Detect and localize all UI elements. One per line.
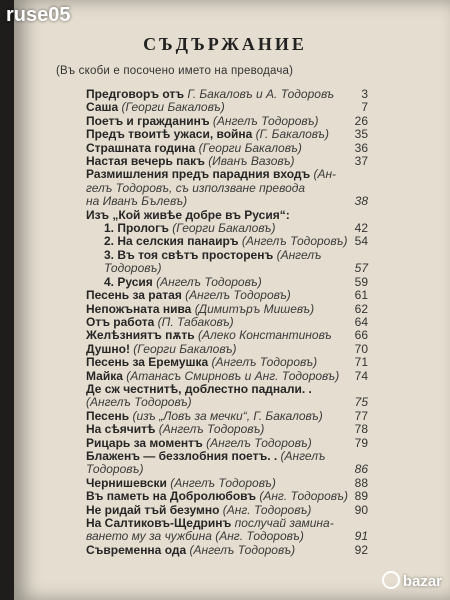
toc-entry bbox=[86, 368, 368, 383]
entry-translator: (Алеко Константиновъ bbox=[198, 328, 332, 343]
entry-title: Поетъ и гражданинъ bbox=[86, 113, 213, 128]
entry-translator: на Иванъ Бълевъ) bbox=[86, 194, 188, 209]
toc-entry bbox=[86, 422, 368, 437]
toc-entry bbox=[86, 355, 368, 370]
entry-translator: (Ангелъ Тодоровъ) bbox=[156, 274, 262, 289]
entry-translator: (Ан- bbox=[313, 167, 337, 182]
entry-title: Де сж честнитѣ, доблестно паднали. . bbox=[86, 381, 312, 396]
entry-page-number: 70 bbox=[354, 341, 368, 356]
toc-entry bbox=[86, 301, 368, 316]
entry-translator: (изъ „Ловъ за мечки“, Г. Бакаловъ) bbox=[132, 408, 323, 423]
entry-page-number: 59 bbox=[354, 274, 368, 289]
toc-entry bbox=[86, 140, 368, 155]
entry-page-number: 57 bbox=[354, 261, 368, 276]
entry-title: Песень за ратая bbox=[86, 288, 186, 303]
toc-entry bbox=[86, 182, 360, 195]
toc-entry bbox=[86, 249, 360, 262]
table-of-contents bbox=[86, 87, 368, 557]
entry-page-number: 37 bbox=[354, 154, 368, 169]
entry-translator: (Ангелъ bbox=[280, 448, 326, 463]
entry-page-number: 38 bbox=[354, 194, 368, 209]
entry-title: Съвременна ода bbox=[86, 542, 190, 557]
entry-title: Песень bbox=[86, 408, 133, 423]
toc-entry bbox=[86, 168, 360, 181]
entry-page-number: 35 bbox=[354, 127, 368, 142]
toc-entry bbox=[86, 383, 360, 396]
toc-entry bbox=[86, 529, 368, 544]
entry-page-number: 90 bbox=[354, 502, 368, 517]
entry-translator: гелъ Тодоровъ, съ използване превода bbox=[86, 180, 306, 195]
toc-entry bbox=[86, 395, 368, 410]
entry-page-number: 42 bbox=[354, 221, 368, 236]
entry-page-number: 86 bbox=[354, 462, 368, 477]
toc-entry bbox=[86, 100, 368, 115]
entry-translator: (Ангелъ bbox=[276, 247, 322, 262]
toc-entry bbox=[86, 288, 368, 303]
entry-title: Непожъната нива bbox=[86, 301, 195, 316]
entry-title: Въ паметь на Добролюбовъ bbox=[86, 489, 260, 504]
entry-title: Блаженъ — беззлобния поетъ. . bbox=[86, 448, 281, 463]
toc-entry bbox=[86, 87, 368, 101]
entry-title: На Салтиковъ-Щедринъ bbox=[86, 516, 235, 530]
entry-title: Майка bbox=[86, 368, 127, 383]
entry-translator: (Анг. Тодоровъ) bbox=[259, 489, 348, 504]
toc-entry bbox=[86, 408, 368, 423]
toc-entry bbox=[86, 261, 368, 276]
toc-entry bbox=[86, 435, 368, 450]
marketplace-badge bbox=[382, 571, 442, 590]
entry-title: Страшната година bbox=[86, 140, 199, 155]
toc-entry bbox=[86, 502, 368, 517]
entry-page-number: 91 bbox=[354, 529, 368, 544]
toc-entry bbox=[86, 209, 360, 222]
toc-entry bbox=[86, 274, 368, 289]
badge-text: bazar bbox=[402, 573, 442, 590]
entry-page-number: 36 bbox=[354, 140, 368, 155]
entry-page-number: 89 bbox=[354, 489, 368, 504]
entry-title: Рицарь за моментъ bbox=[86, 435, 207, 450]
entry-title: 4. Русия bbox=[104, 274, 157, 289]
entry-translator: (Ангелъ Тодоровъ) bbox=[241, 234, 348, 249]
entry-translator: послучай замина- bbox=[234, 516, 334, 530]
entry-page-number: 66 bbox=[354, 328, 368, 343]
entry-title: 3. Въ тоя свѣтъ просторенъ bbox=[104, 247, 277, 262]
entry-translator: (Георги Бакаловъ) bbox=[133, 341, 237, 356]
toc-entry bbox=[86, 328, 368, 343]
entry-translator: (Ангелъ Тодоровъ) bbox=[170, 475, 276, 490]
entry-page-number: 7 bbox=[361, 100, 368, 115]
entry-translator: (Ангелъ Тодоровъ) bbox=[206, 435, 312, 450]
toc-entry bbox=[86, 517, 360, 530]
entry-page-number: 78 bbox=[354, 422, 368, 437]
toc-entry bbox=[86, 154, 368, 169]
toc-entry bbox=[86, 234, 368, 249]
badge-ring-icon bbox=[382, 571, 400, 589]
entry-translator: (Димитъръ Мишевъ) bbox=[194, 301, 315, 316]
entry-translator: (Ангелъ Тодоровъ) bbox=[212, 113, 319, 128]
toc-entry bbox=[86, 127, 368, 142]
toc-entry bbox=[86, 221, 368, 236]
entry-title: 2. На селския панаиръ bbox=[104, 234, 242, 249]
entry-translator: (Ангелъ Тодоровъ) bbox=[189, 542, 296, 557]
entry-translator: ването му за чужбина (Анг. Тодоровъ) bbox=[86, 529, 304, 544]
toc-entry bbox=[86, 314, 368, 329]
entry-page-number: 92 bbox=[354, 542, 368, 557]
entry-translator: (Георги Бакаловъ) bbox=[198, 140, 302, 155]
entry-page-number: 75 bbox=[354, 395, 368, 410]
entry-title: 1. Прологъ bbox=[104, 221, 173, 236]
entry-title: Саша bbox=[86, 100, 122, 115]
entry-title: Настая вечерь пакъ bbox=[86, 154, 209, 169]
entry-page-number: 74 bbox=[354, 368, 368, 383]
entry-page-number: 88 bbox=[354, 475, 368, 490]
entry-translator: (Ангелъ Тодоровъ) bbox=[185, 288, 291, 303]
entry-page-number: 79 bbox=[354, 435, 368, 450]
entry-page-number: 26 bbox=[354, 113, 368, 128]
page-title: СЪДЪРЖАНИЕ bbox=[143, 34, 307, 54]
toc-entry bbox=[86, 462, 368, 477]
entry-translator: (Анг. Тодоровъ) bbox=[222, 502, 312, 517]
entry-translator: (Г. Бакаловъ) bbox=[255, 127, 329, 142]
entry-title: Душно! bbox=[86, 341, 134, 356]
entry-translator: (Георги Бакаловъ) bbox=[121, 100, 225, 115]
toc-entry bbox=[86, 489, 368, 504]
entry-translator: Г. Бакаловъ и А. Тодоровъ bbox=[187, 87, 335, 101]
entry-title: На сѣячитѣ bbox=[86, 422, 159, 437]
entry-title: Песень за Еремушка bbox=[86, 355, 212, 370]
toc-entry bbox=[86, 450, 360, 463]
entry-title: Предъ твоитѣ ужаси, война bbox=[86, 127, 256, 142]
toc-entry bbox=[86, 475, 368, 490]
entry-title: Желѣзниятъ пѫть bbox=[86, 328, 199, 343]
entry-title: Отъ работа bbox=[86, 314, 158, 329]
entry-translator: Тодоровъ) bbox=[86, 462, 144, 477]
entry-title: Чернишевски bbox=[86, 475, 171, 490]
entry-translator: (Ангелъ Тодоровъ) bbox=[86, 395, 192, 410]
entry-translator: (Ангелъ Тодоровъ) bbox=[158, 422, 265, 437]
entry-title: Предговоръ отъ bbox=[86, 87, 188, 101]
entry-title: Размишления предъ парадния входъ bbox=[86, 167, 314, 182]
entry-translator: (Иванъ Вазовъ) bbox=[208, 154, 295, 169]
entry-translator: (Атанасъ Смирновъ и Анг. Тодоровъ) bbox=[126, 368, 340, 383]
entry-page-number: 71 bbox=[354, 355, 368, 370]
entry-translator: Тодоровъ) bbox=[104, 261, 162, 276]
entry-page-number: 3 bbox=[361, 87, 368, 101]
entry-translator: (Георги Бакаловъ) bbox=[172, 221, 276, 236]
subtitle: (Въ скоби е посочено името на преводача) bbox=[56, 65, 294, 77]
entry-translator: (П. Табаковъ) bbox=[157, 314, 234, 329]
entry-translator: (Ангелъ Тодоровъ) bbox=[211, 355, 318, 370]
toc-entry bbox=[86, 194, 368, 209]
toc-entry bbox=[86, 341, 368, 356]
watermark-logo: ruse05 bbox=[6, 4, 71, 26]
entry-title: Изъ „Кой живѣе добре въ Русия“: bbox=[86, 207, 290, 222]
toc-entry bbox=[86, 113, 368, 128]
toc-entry bbox=[86, 542, 368, 557]
entry-page-number: 61 bbox=[354, 288, 368, 303]
entry-page-number: 64 bbox=[354, 314, 368, 329]
entry-title: Не ридай тъй безумно bbox=[86, 502, 223, 517]
entry-page-number: 62 bbox=[354, 301, 368, 316]
entry-page-number: 77 bbox=[354, 408, 368, 423]
entry-page-number: 54 bbox=[354, 234, 368, 249]
